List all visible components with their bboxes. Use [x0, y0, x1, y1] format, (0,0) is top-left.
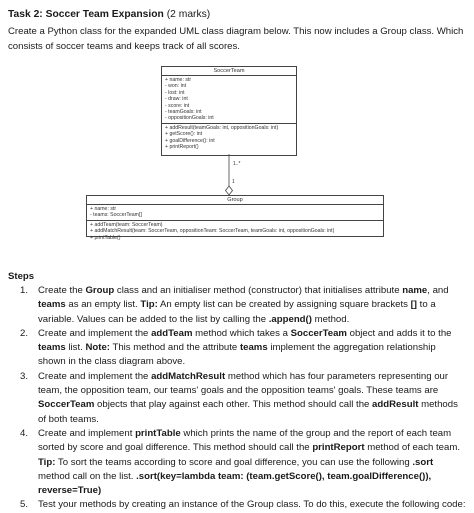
soccerteam-class-name: SoccerTeam	[162, 67, 296, 76]
steps-heading: Steps	[8, 271, 35, 282]
group-class-box	[86, 195, 384, 241]
soccerteam-attribute: - won: int	[165, 83, 187, 90]
step-item	[20, 498, 466, 512]
step-text: Test your methods by creating an instance of the Group class. To do this, execute the following code:	[38, 499, 466, 511]
aggregation-diamond	[226, 186, 233, 195]
soccerteam-attribute: + name: str	[165, 77, 192, 83]
multiplicity-many: 1..*	[233, 161, 241, 167]
task-marks: (2 marks)	[163, 9, 211, 20]
step-number: 3.	[20, 370, 29, 382]
soccerteam-method: + addResult(teamGoals: int, oppositionGoals: int)	[165, 124, 279, 131]
step-text: Create and implement the addMatchResult method which has four parameters representing our team, the opposition team, our teams' goals and the opposition teams' goals. These teams are SoccerTeam objects that play against each other. This method should call the addResult methods of both teams.	[38, 370, 458, 425]
group-class-name: Group	[87, 196, 383, 205]
task-description: Create a Python class for the expanded UML class diagram below. This now includes a Group class. Which consists of soccer teams and keeps track of all scores.	[8, 26, 464, 52]
soccerteam-attribute: - score: int	[165, 102, 190, 109]
step-number: 4.	[20, 427, 29, 439]
step-number: 5.	[20, 499, 29, 511]
task-title-bold: Task 2: Soccer Team Expansion	[8, 9, 164, 20]
soccerteam-attribute: - draw: int	[165, 96, 188, 103]
step-item	[20, 427, 466, 498]
group-method: + addMatchResult(team: SoccerTeam, oppositionTeam: SoccerTeam, teamGoals: int, oppositionGoals: int)	[90, 228, 335, 235]
step-number: 2.	[20, 327, 29, 339]
step-item	[20, 284, 466, 327]
soccerteam-method: + printReport()	[165, 144, 199, 151]
group-attribute: + name: str	[90, 206, 117, 212]
step-text: Create and implement printTable which prints the name of the group and the report of each team sorted by score and goal difference. This method should call the printReport method of each team. Tip: To sort the teams according to score and goal difference, you can use the following .sort method call on the list. .sort(key=lambda team: (team.getScore(), team.goalDifference()), reverse=True)	[38, 427, 461, 497]
multiplicity-one: 1	[232, 179, 235, 185]
step-text: Create and implement the addTeam method which takes a SoccerTeam object and adds it to the teams list. Note: This method and the attribute teams implement the aggregation relationship shown in the class diagram above.	[38, 327, 452, 368]
step-item	[20, 327, 466, 370]
soccerteam-attribute: - lost: int	[165, 89, 185, 96]
soccerteam-attribute: - oppositionGoals: int	[165, 115, 214, 122]
soccerteam-method: + goalDifference(): int	[165, 137, 215, 144]
group-method: + printTable()	[90, 234, 121, 241]
soccerteam-method: + getScore(): int	[165, 131, 203, 138]
step-text: Create the Group class and an initialiser method (constructor) that initialises attribute name, and teams as an empty list. Tip: An empty list can be created by assigning square brackets [] to a variable. Values can be added to the list by calling the .append() method.	[38, 285, 449, 325]
steps-list	[20, 284, 466, 513]
group-attributes	[87, 205, 383, 220]
step-number: 1.	[20, 285, 29, 296]
group-attribute: - teams: SoccerTeam[]	[90, 212, 142, 219]
group-methods	[87, 220, 383, 242]
soccerteam-attribute: - teamGoals: int	[165, 109, 202, 116]
step-item	[20, 370, 466, 427]
group-method: + addTeam(team: SoccerTeam)	[90, 221, 163, 228]
